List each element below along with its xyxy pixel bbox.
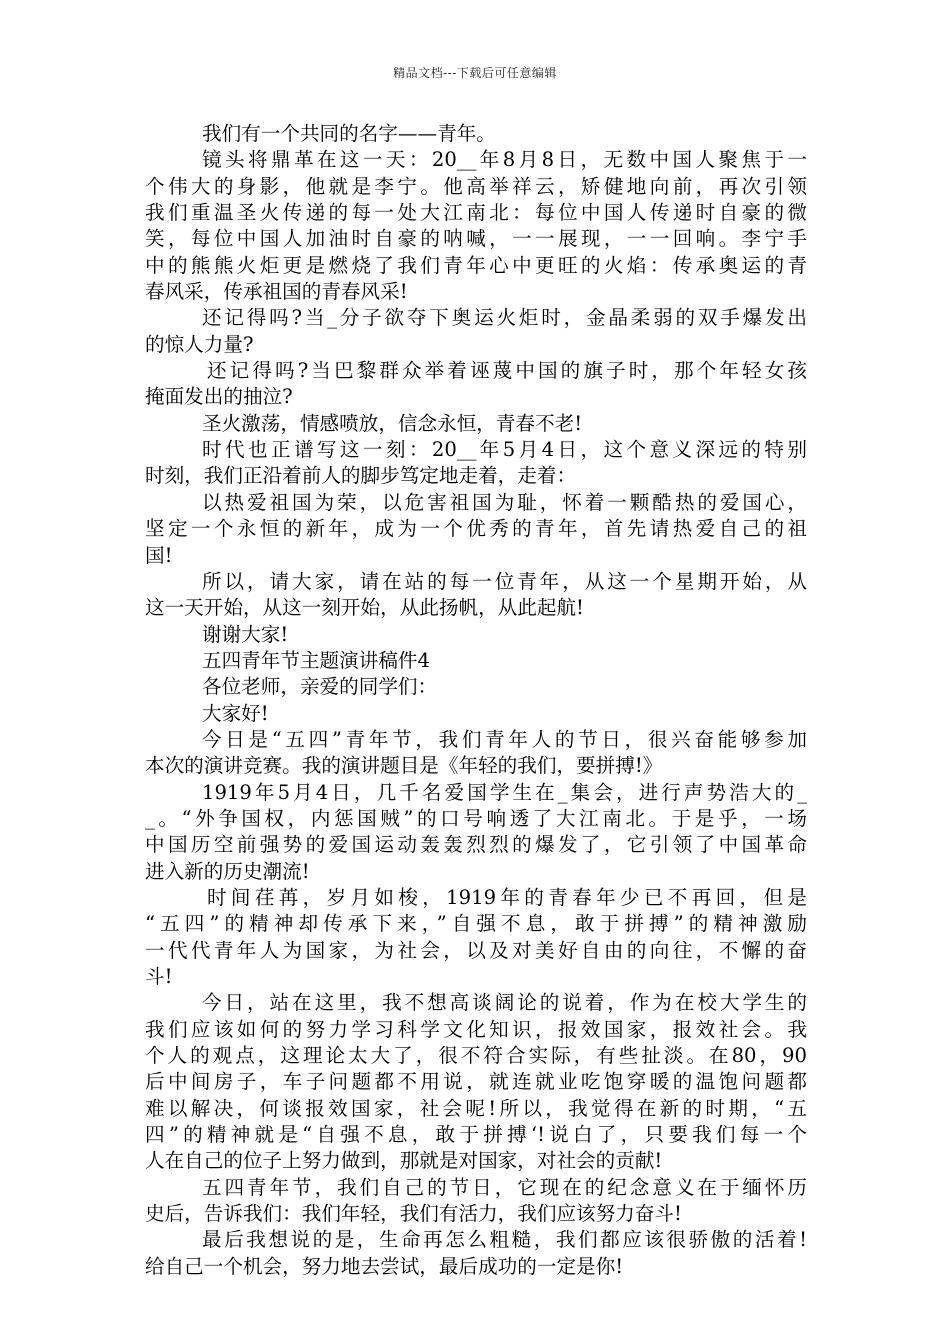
- text-line: 进入新的历史潮流!: [145, 859, 310, 883]
- text-line: 四”的精神就是“自强不息，敢于拼搏‘!说白了，只要我们每一个: [145, 1123, 807, 1147]
- text-line: 坚定一个永恒的新年，成为一个优秀的青年，首先请热爱自己的祖: [145, 517, 807, 541]
- text-line: 各位老师，亲爱的同学们：: [202, 675, 438, 699]
- text-line: 给自己一个机会，努力地去尝试，最后成功的一定是你!: [145, 1254, 624, 1278]
- text-line: “五四”的精神却传承下来，”自强不息，敢于拼搏”的精神激励: [145, 912, 807, 936]
- document-body: [145, 121, 807, 1280]
- text-line: 今日是“五四”青年节，我们青年人的节日，很兴奋能够参加: [202, 727, 807, 751]
- text-line: 本次的演讲竞赛。我的演讲题目是《年轻的我们，要拼搏!》: [145, 754, 663, 778]
- text-line: 斗!: [145, 965, 173, 988]
- text-line: 我们有一个共同的名字——青年。: [202, 122, 496, 145]
- text-line: 这一天开始，从这一刻开始，从此扬帆，从此起航!: [145, 596, 584, 620]
- text-line: 今日，站在这里，我不想高谈阔论的说着，作为在校大学生的: [202, 991, 807, 1015]
- text-line: 圣火激荡，情感喷放，信念永恒，青春不老!: [202, 411, 583, 435]
- text-line: 中国历空前强势的爱国运动轰轰烈烈的爆发了，它引领了中国革命: [145, 833, 807, 857]
- text-line: 我们应该如何的努力学习科学文化知识，报效国家，报效社会。我: [145, 1017, 807, 1041]
- text-line: 笑，每位中国人加油时自豪的呐喊，一一展现，一一回响。李宁手: [145, 227, 807, 251]
- text-line: 我们重温圣火传递的每一处大江南北：每位中国人传递时自豪的微: [145, 201, 807, 225]
- text-line: 最后我想说的是，生命再怎么粗糙，我们都应该很骄傲的活着!: [202, 1228, 807, 1252]
- text-line: 一代代青年人为国家，为社会，以及对美好自由的向往，不懈的奋: [145, 938, 807, 962]
- text-line: _。“外争国权，内惩国贼”的口号响透了大江南北。于是乎，一场: [145, 806, 807, 830]
- text-line: 所以，请大家，请在站的每一位青年，从这一个星期开始，从: [202, 569, 807, 593]
- text-line: 史后，告诉我们：我们年轻，我们有活力，我们应该努力奋斗!: [145, 1202, 682, 1226]
- text-line: 的惊人力量?: [145, 332, 254, 356]
- text-line: 人在自己的位子上努力做到，那就是对国家，对社会的贡献!: [145, 1149, 663, 1173]
- text-line: 谢谢大家!: [202, 622, 289, 646]
- text-line: 掩面发出的抽泣?: [145, 385, 293, 409]
- text-line: 镜头将鼎革在这一天：20__年8月8日，无数中国人聚焦于一: [202, 148, 807, 172]
- text-line: 中的熊熊火炬更是燃烧了我们青年心中更旺的火焰：传承奥运的青: [145, 253, 807, 277]
- text-line: 个伟大的身影，他就是李宁。他高举祥云，矫健地向前，再次引领: [145, 174, 807, 198]
- text-line: 个人的观点，这理论太大了，很不符合实际，有些扯淡。在80，90: [145, 1044, 807, 1068]
- text-line: 时间荏苒，岁月如梭，1919年的青春年少已不再回，但是: [207, 885, 807, 909]
- text-line: 春风采，传承祖国的青春风采!: [145, 280, 408, 304]
- text-line: 以热爱祖国为荣，以危害祖国为耻，怀着一颗酷热的爱国心，: [202, 490, 807, 514]
- text-line: 五四青年节主题演讲稿件4: [202, 648, 430, 672]
- text-line: 时刻，我们正沿着前人的脚步笃定地走着，走着：: [145, 464, 577, 488]
- text-line: 难以解决，何谈报效国家，社会呢!所以，我觉得在新的时期，“五: [145, 1096, 807, 1120]
- page-header: 精品文档---下载后可任意编辑: [393, 66, 557, 80]
- text-line: 五四青年节，我们自己的节日，它现在的纪念意义在于缅怀历: [202, 1175, 807, 1199]
- text-line: 时代也正谱写这一刻：20__年5月4日，这个意义深远的特别: [202, 438, 807, 462]
- text-line: 还记得吗?当巴黎群众举着诬蔑中国的旗子时，那个年轻女孩: [207, 359, 807, 383]
- text-line: 后中间房子，车子问题都不用说，就连就业吃饱穿暖的温饱问题都: [145, 1070, 807, 1094]
- text-line: 国!: [145, 543, 173, 567]
- text-line: 还记得吗?当_分子欲夺下奥运火炬时，金晶柔弱的双手爆发出: [202, 306, 807, 330]
- text-line: 大家好!: [202, 701, 269, 725]
- text-line: 1919年5月4日，几千名爱国学生在_集会，进行声势浩大的_: [202, 780, 807, 804]
